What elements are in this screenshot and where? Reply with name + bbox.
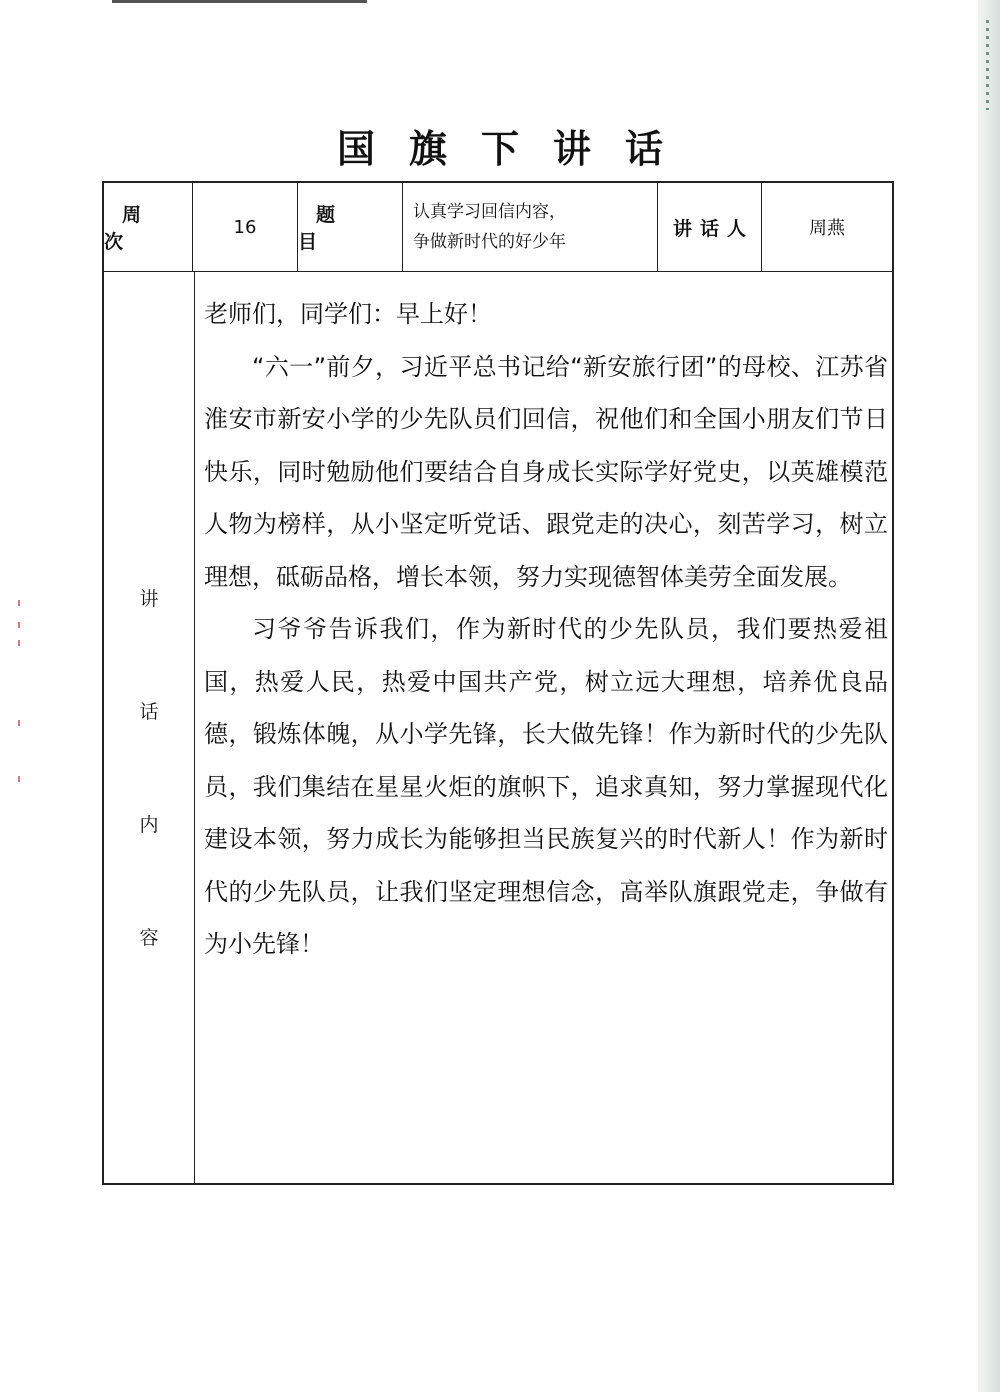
topic-line-2: 争做新时代的好少年 xyxy=(413,232,566,252)
paragraph-1: “六一”前夕，习近平总书记给“新安旅行团”的母校、江苏省淮安市新安小学的少先队员们回信，祝他们和全国小朋友们节日快乐，同时勉励他们要结合自身成长实际学好党史，以英雄模范人物为榜样，从小坚定听党话、跟党走的决心，刻苦学习，树立理想，砥砺品格，增长本领，努力实现德智体美劳全面发展。 xyxy=(204,352,888,591)
side-char-2: 话 xyxy=(139,701,159,723)
week-value: 16 xyxy=(193,183,298,271)
page-title: 国旗下讲话 xyxy=(336,127,697,171)
paragraph-2: 习爷爷告诉我们，作为新时代的少先队员，我们要热爱祖国，热爱人民，热爱中国共产党，树立远大理想，培养优良品德，锻炼体魄，从小学先锋，长大做先锋！作为新时代的少先队员，我们集结在星星火炬的旗帜下，追求真知，努力掌握现代化建设本领，努力成长为能够担当民族复兴的时代新人！作为新时代的少先队员，让我们坚定理想信念，高举队旗跟党走，争做有为小先锋！ xyxy=(204,615,888,958)
scan-edge xyxy=(978,0,1000,1392)
side-char-4: 容 xyxy=(139,927,159,949)
scan-top-mark xyxy=(112,0,367,3)
week-label: 周 次 xyxy=(104,183,193,271)
greeting: 老师们，同学们：早上好！ xyxy=(204,300,492,328)
topic-line-1: 认真学习回信内容， xyxy=(413,202,566,222)
speaker-label: 讲话人 xyxy=(658,183,762,271)
scan-margin-specks xyxy=(14,600,28,790)
side-char-3: 内 xyxy=(139,814,159,836)
speech-form xyxy=(102,181,894,1185)
topic-label: 题 目 xyxy=(298,183,403,271)
speech-content xyxy=(204,288,888,971)
content-side-label xyxy=(104,272,195,1185)
side-char-1: 讲 xyxy=(139,588,159,610)
topic-value xyxy=(403,183,658,271)
header-row xyxy=(104,183,892,272)
speaker-value: 周燕 xyxy=(809,218,845,239)
